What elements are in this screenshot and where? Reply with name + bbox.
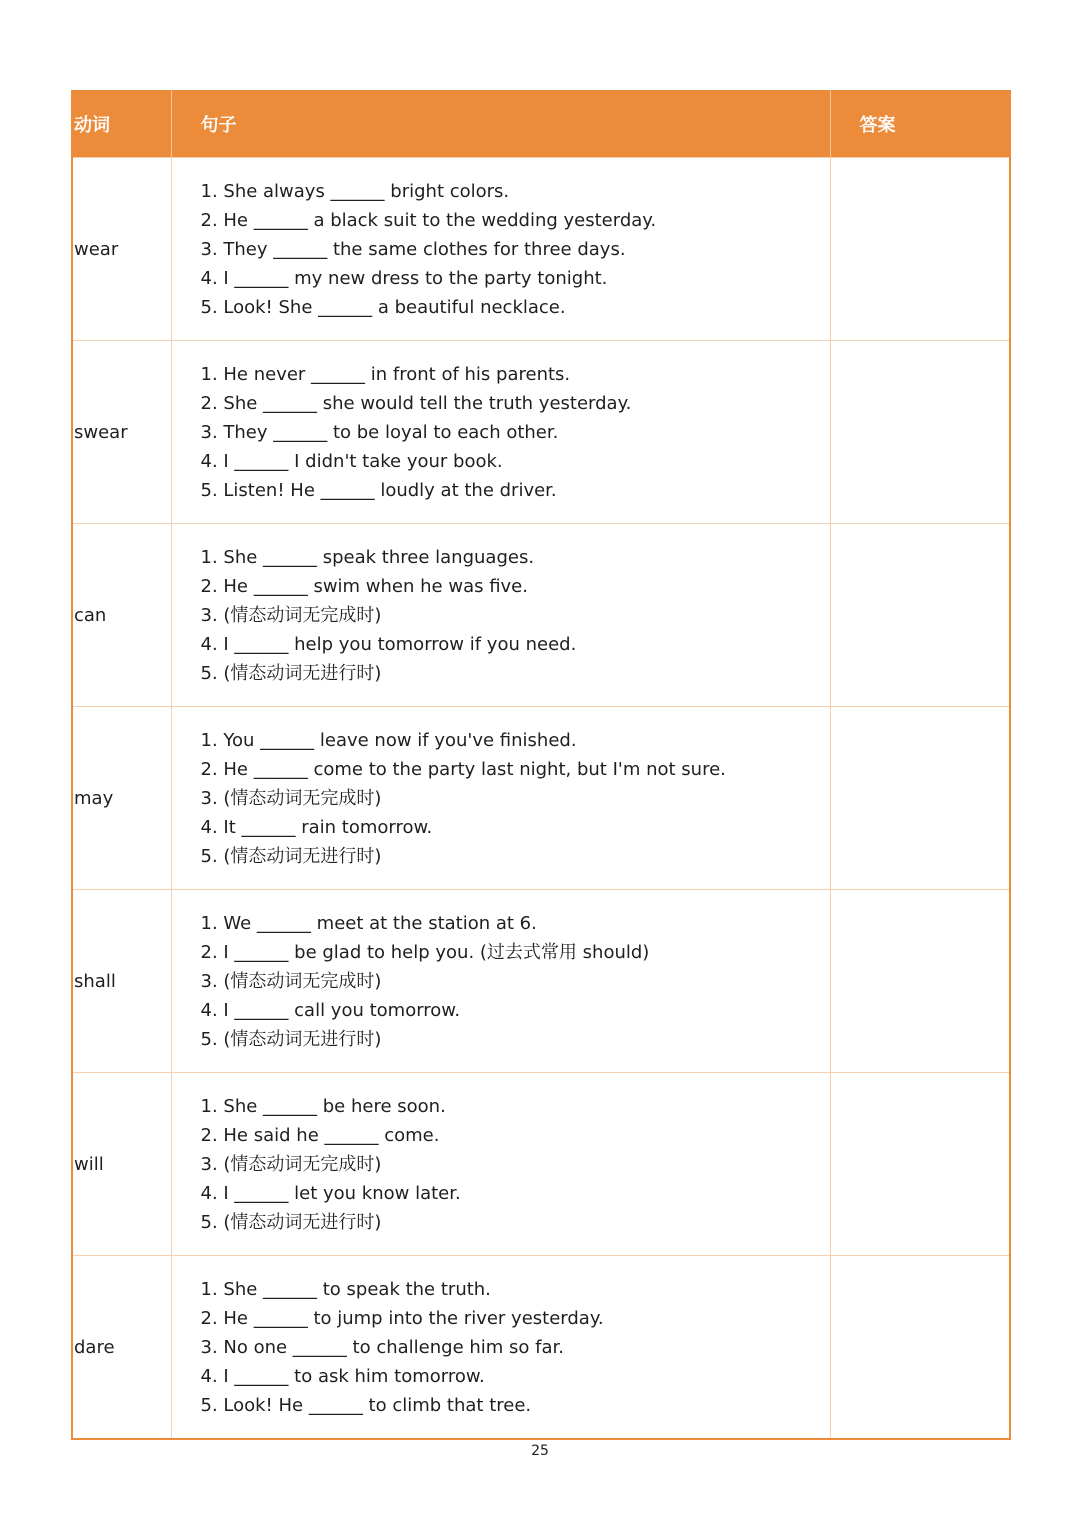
verb-label: dare bbox=[74, 1336, 115, 1358]
answer-cell bbox=[830, 524, 1010, 707]
sentence: 5. (情态动词无进行时) bbox=[200, 1211, 382, 1233]
sentence: 4. I ______ help you tomorrow if you need. bbox=[200, 633, 577, 655]
sentence: 1. She ______ to speak the truth. bbox=[200, 1278, 491, 1300]
header-sentence: 句子 bbox=[171, 90, 830, 158]
verb-label: wear bbox=[74, 238, 119, 260]
sentence: 2. He ______ to jump into the river yesterday. bbox=[200, 1307, 604, 1329]
sentences-cell bbox=[171, 1256, 830, 1440]
verb-exercise-table bbox=[71, 90, 1011, 1440]
table-row bbox=[72, 341, 1010, 524]
answer-cell bbox=[830, 341, 1010, 524]
sentence: 1. She always ______ bright colors. bbox=[200, 180, 510, 202]
verb-label: may bbox=[74, 787, 114, 809]
table-header-row bbox=[72, 90, 1010, 158]
sentence: 1. He never ______ in front of his parents. bbox=[200, 363, 571, 385]
answer-cell bbox=[830, 158, 1010, 341]
page-number: 25 bbox=[531, 1443, 549, 1459]
sentence: 4. I ______ let you know later. bbox=[200, 1182, 461, 1204]
table-row bbox=[72, 524, 1010, 707]
table-row bbox=[72, 890, 1010, 1073]
sentence: 2. She ______ she would tell the truth yesterday. bbox=[200, 392, 632, 414]
sentences-cell bbox=[171, 524, 830, 707]
sentences-cell bbox=[171, 1073, 830, 1256]
verb-label: swear bbox=[74, 421, 128, 443]
sentence: 4. I ______ I didn't take your book. bbox=[200, 450, 503, 472]
sentence: 5. (情态动词无进行时) bbox=[200, 662, 382, 684]
sentences-cell bbox=[171, 158, 830, 341]
answer-cell bbox=[830, 1256, 1010, 1440]
sentences-cell bbox=[171, 890, 830, 1073]
verb-cell bbox=[72, 707, 171, 890]
answer-cell bbox=[830, 707, 1010, 890]
sentence: 2. He ______ come to the party last night, but I'm not sure. bbox=[200, 758, 726, 780]
sentence: 3. (情态动词无完成时) bbox=[200, 604, 382, 626]
sentence: 2. He said he ______ come. bbox=[200, 1124, 440, 1146]
verb-label: can bbox=[74, 604, 107, 626]
verb-cell bbox=[72, 890, 171, 1073]
sentences-cell bbox=[171, 707, 830, 890]
sentence: 2. He ______ swim when he was five. bbox=[200, 575, 528, 597]
sentence: 5. Look! He ______ to climb that tree. bbox=[200, 1394, 532, 1416]
verb-cell bbox=[72, 158, 171, 341]
sentence: 4. It ______ rain tomorrow. bbox=[200, 816, 433, 838]
sentence: 5. (情态动词无进行时) bbox=[200, 845, 382, 867]
answer-cell bbox=[830, 890, 1010, 1073]
sentence: 5. Listen! He ______ loudly at the driver. bbox=[200, 479, 557, 501]
sentence: 3. (情态动词无完成时) bbox=[200, 787, 382, 809]
table-row bbox=[72, 158, 1010, 341]
verb-cell bbox=[72, 1073, 171, 1256]
sentence: 2. He ______ a black suit to the wedding yesterday. bbox=[200, 209, 657, 231]
sentence: 3. They ______ to be loyal to each other. bbox=[200, 421, 559, 443]
answer-cell bbox=[830, 1073, 1010, 1256]
sentence: 2. I ______ be glad to help you. (过去式常用 should) bbox=[200, 941, 650, 963]
verb-cell bbox=[72, 341, 171, 524]
sentence: 5. (情态动词无进行时) bbox=[200, 1028, 382, 1050]
sentence: 1. She ______ speak three languages. bbox=[200, 546, 535, 568]
sentence: 3. (情态动词无完成时) bbox=[200, 970, 382, 992]
table-row bbox=[72, 1073, 1010, 1256]
sentence: 4. I ______ to ask him tomorrow. bbox=[200, 1365, 485, 1387]
sentence: 1. We ______ meet at the station at 6. bbox=[200, 912, 537, 934]
verb-label: will bbox=[74, 1153, 104, 1175]
table-row bbox=[72, 707, 1010, 890]
header-answer: 答案 bbox=[830, 90, 1010, 158]
table-row bbox=[72, 1256, 1010, 1440]
sentence: 5. Look! She ______ a beautiful necklace. bbox=[200, 296, 566, 318]
verb-label: shall bbox=[74, 970, 116, 992]
sentence: 4. I ______ my new dress to the party tonight. bbox=[200, 267, 608, 289]
verb-cell bbox=[72, 524, 171, 707]
sentence: 1. She ______ be here soon. bbox=[200, 1095, 446, 1117]
verb-cell bbox=[72, 1256, 171, 1440]
sentence: 3. No one ______ to challenge him so far. bbox=[200, 1336, 564, 1358]
header-verb: 动词 bbox=[72, 90, 171, 158]
sentence: 1. You ______ leave now if you've finished. bbox=[200, 729, 577, 751]
sentence: 3. They ______ the same clothes for three days. bbox=[200, 238, 626, 260]
sentences-cell bbox=[171, 341, 830, 524]
sentence: 3. (情态动词无完成时) bbox=[200, 1153, 382, 1175]
sentence: 4. I ______ call you tomorrow. bbox=[200, 999, 461, 1021]
